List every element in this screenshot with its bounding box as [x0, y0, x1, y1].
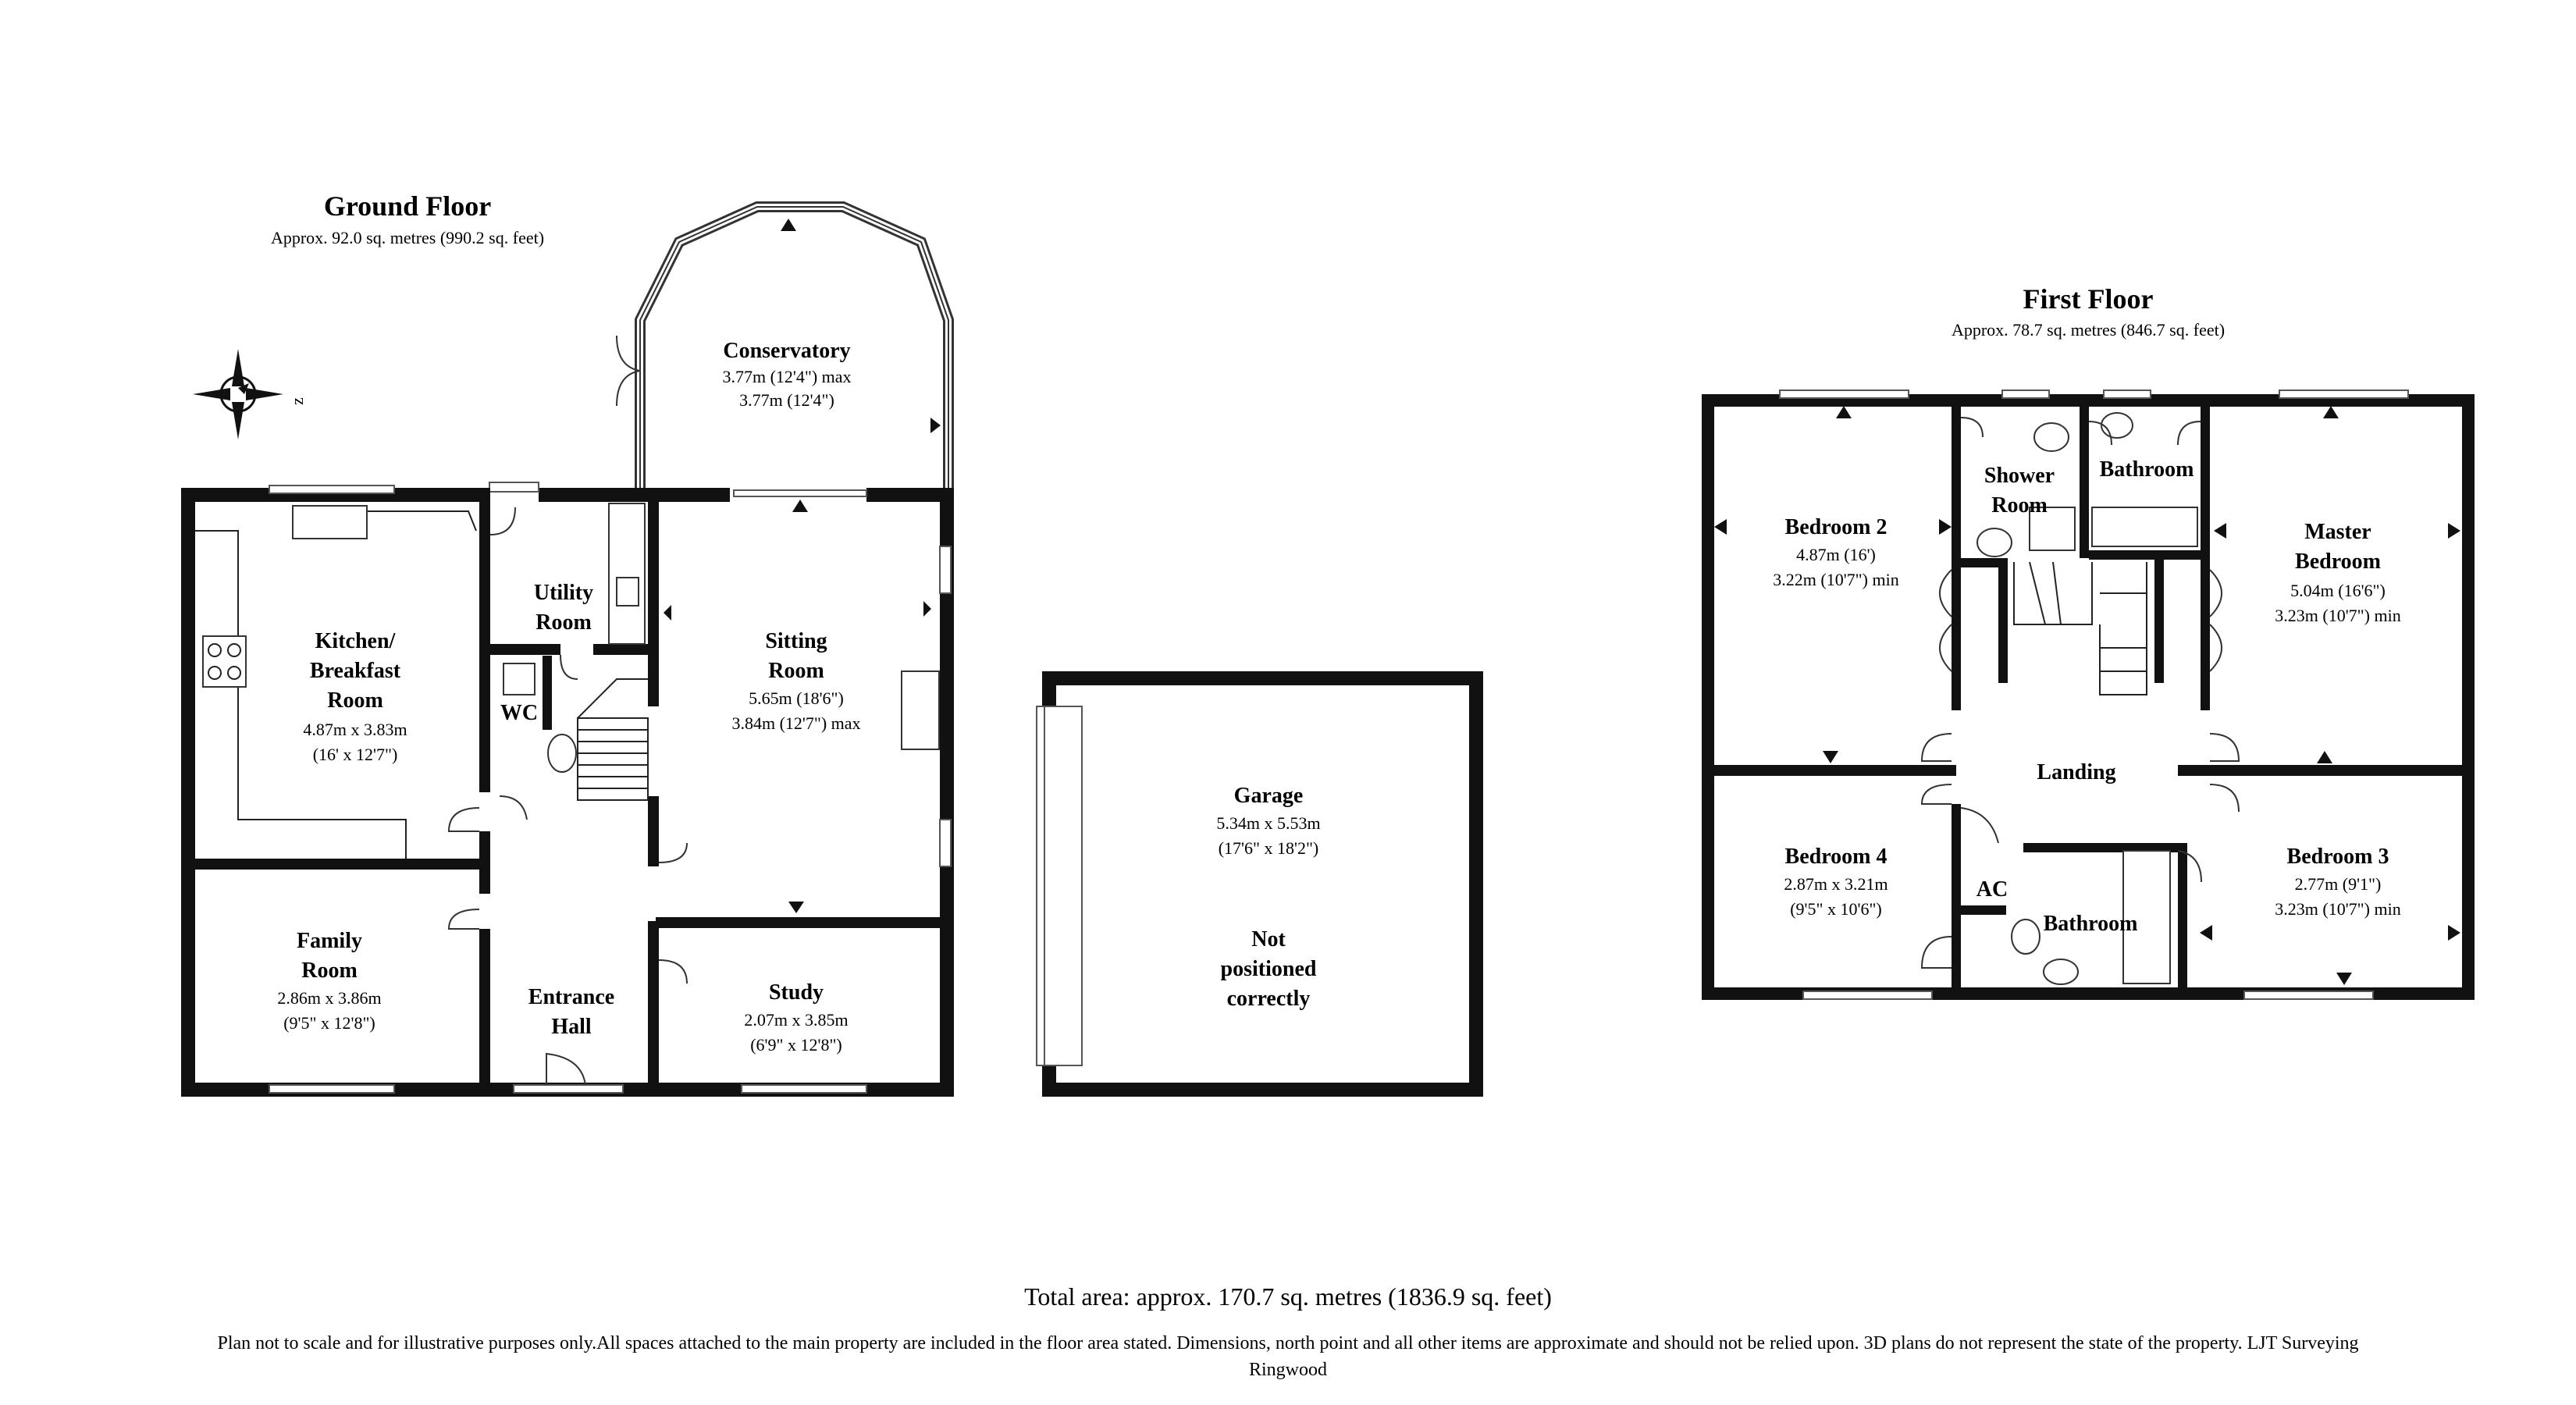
kitchen-label-3: Room [327, 688, 383, 713]
first-floor-area: Approx. 78.7 sq. metres (846.7 sq. feet) [1951, 320, 2226, 340]
bedroom2-dim2: 3.22m (10'7") min [1773, 570, 1899, 589]
garage-note-3: correctly [1226, 987, 1311, 1011]
family-dim1: 2.86m x 3.86m [277, 988, 382, 1008]
family-label-2: Room [301, 959, 358, 983]
kitchen-dim2: (16' x 12'7") [312, 745, 398, 764]
garage-dim2: (17'6" x 18'2") [1218, 838, 1319, 858]
first-floor [1702, 283, 2475, 1000]
sitting-dim2: 3.84m (12'7") max [731, 713, 861, 733]
bedroom2-dim1: 4.87m (16') [1796, 545, 1876, 564]
ac-label: AC [1976, 877, 2008, 902]
garage-note-2: positioned [1220, 957, 1317, 981]
ground-floor [181, 190, 954, 1097]
garage-label: Garage [1233, 784, 1304, 808]
sitting-dim1: 5.65m (18'6") [749, 688, 844, 708]
master-dim1: 5.04m (16'6") [2290, 581, 2386, 600]
wc-label: WC [500, 701, 539, 725]
family-label-1: Family [297, 929, 362, 953]
compass-label: z [287, 397, 307, 405]
bedroom3-dim1: 2.77m (9'1") [2294, 874, 2382, 894]
total-area: Total area: approx. 170.7 sq. metres (1836.9 sq. feet) [1024, 1282, 1552, 1311]
utility-label-2: Room [535, 610, 592, 635]
bathroom-top-label: Bathroom [2099, 457, 2194, 482]
utility-label-1: Utility [533, 581, 594, 605]
entrance-label-2: Hall [551, 1015, 592, 1039]
ground-floor-title: Ground Floor [323, 190, 492, 222]
sitting-label-2: Room [768, 659, 824, 683]
master-dim2: 3.23m (10'7") min [2275, 606, 2401, 625]
first-floor-title: First Floor [2023, 283, 2154, 315]
conservatory-dim2: 3.77m (12'4") [739, 390, 834, 410]
study-label: Study [768, 980, 824, 1005]
bedroom4-dim1: 2.87m x 3.21m [1784, 874, 1888, 894]
kitchen-dim1: 4.87m x 3.83m [303, 720, 407, 739]
ground-floor-area: Approx. 92.0 sq. metres (990.2 sq. feet) [270, 228, 545, 247]
landing-label: Landing [2037, 760, 2116, 784]
family-dim2: (9'5" x 12'8") [283, 1013, 375, 1033]
compass-icon [193, 349, 283, 439]
bedroom4-dim2: (9'5" x 10'6") [1790, 899, 1882, 919]
study-dim2: (6'9" x 12'8") [750, 1035, 842, 1055]
garage-dim1: 5.34m x 5.53m [1216, 813, 1321, 833]
shower-label-2: Room [1991, 493, 2048, 518]
staircase [578, 679, 648, 800]
master-label-2: Bedroom [2295, 550, 2381, 574]
location: Ringwood [1248, 1360, 1328, 1380]
study-dim1: 2.07m x 3.85m [744, 1010, 849, 1030]
bedroom3-dim2: 3.23m (10'7") min [2275, 899, 2401, 919]
shower-label-1: Shower [1984, 464, 2055, 488]
sitting-label-1: Sitting [765, 629, 827, 653]
bathroom-bottom-label: Bathroom [2043, 912, 2138, 936]
entrance-label-1: Entrance [528, 985, 615, 1009]
master-label-1: Master [2304, 520, 2371, 544]
first-floor-staircase [2014, 562, 2147, 695]
disclaimer: Plan not to scale and for illustrative purposes only.All spaces attached to the main property are included in the floor area stated. Dimensions, north point and all other items are approximate and should not be relied upon. 3D plans do not represent the state of the property. LJT Surveying [217, 1333, 2359, 1353]
conservatory-dim1: 3.77m (12'4") max [722, 367, 852, 386]
garage [1037, 671, 1483, 1097]
garage-note-1: Not [1251, 927, 1286, 951]
bedroom4-label: Bedroom 4 [1784, 845, 1888, 869]
kitchen-label-1: Kitchen/ [315, 629, 396, 653]
kitchen-label-2: Breakfast [309, 659, 401, 683]
conservatory-label: Conservatory [723, 339, 851, 363]
bedroom2-label: Bedroom 2 [1784, 515, 1888, 539]
bedroom3-label: Bedroom 3 [2286, 845, 2389, 869]
footer [217, 1282, 2358, 1380]
